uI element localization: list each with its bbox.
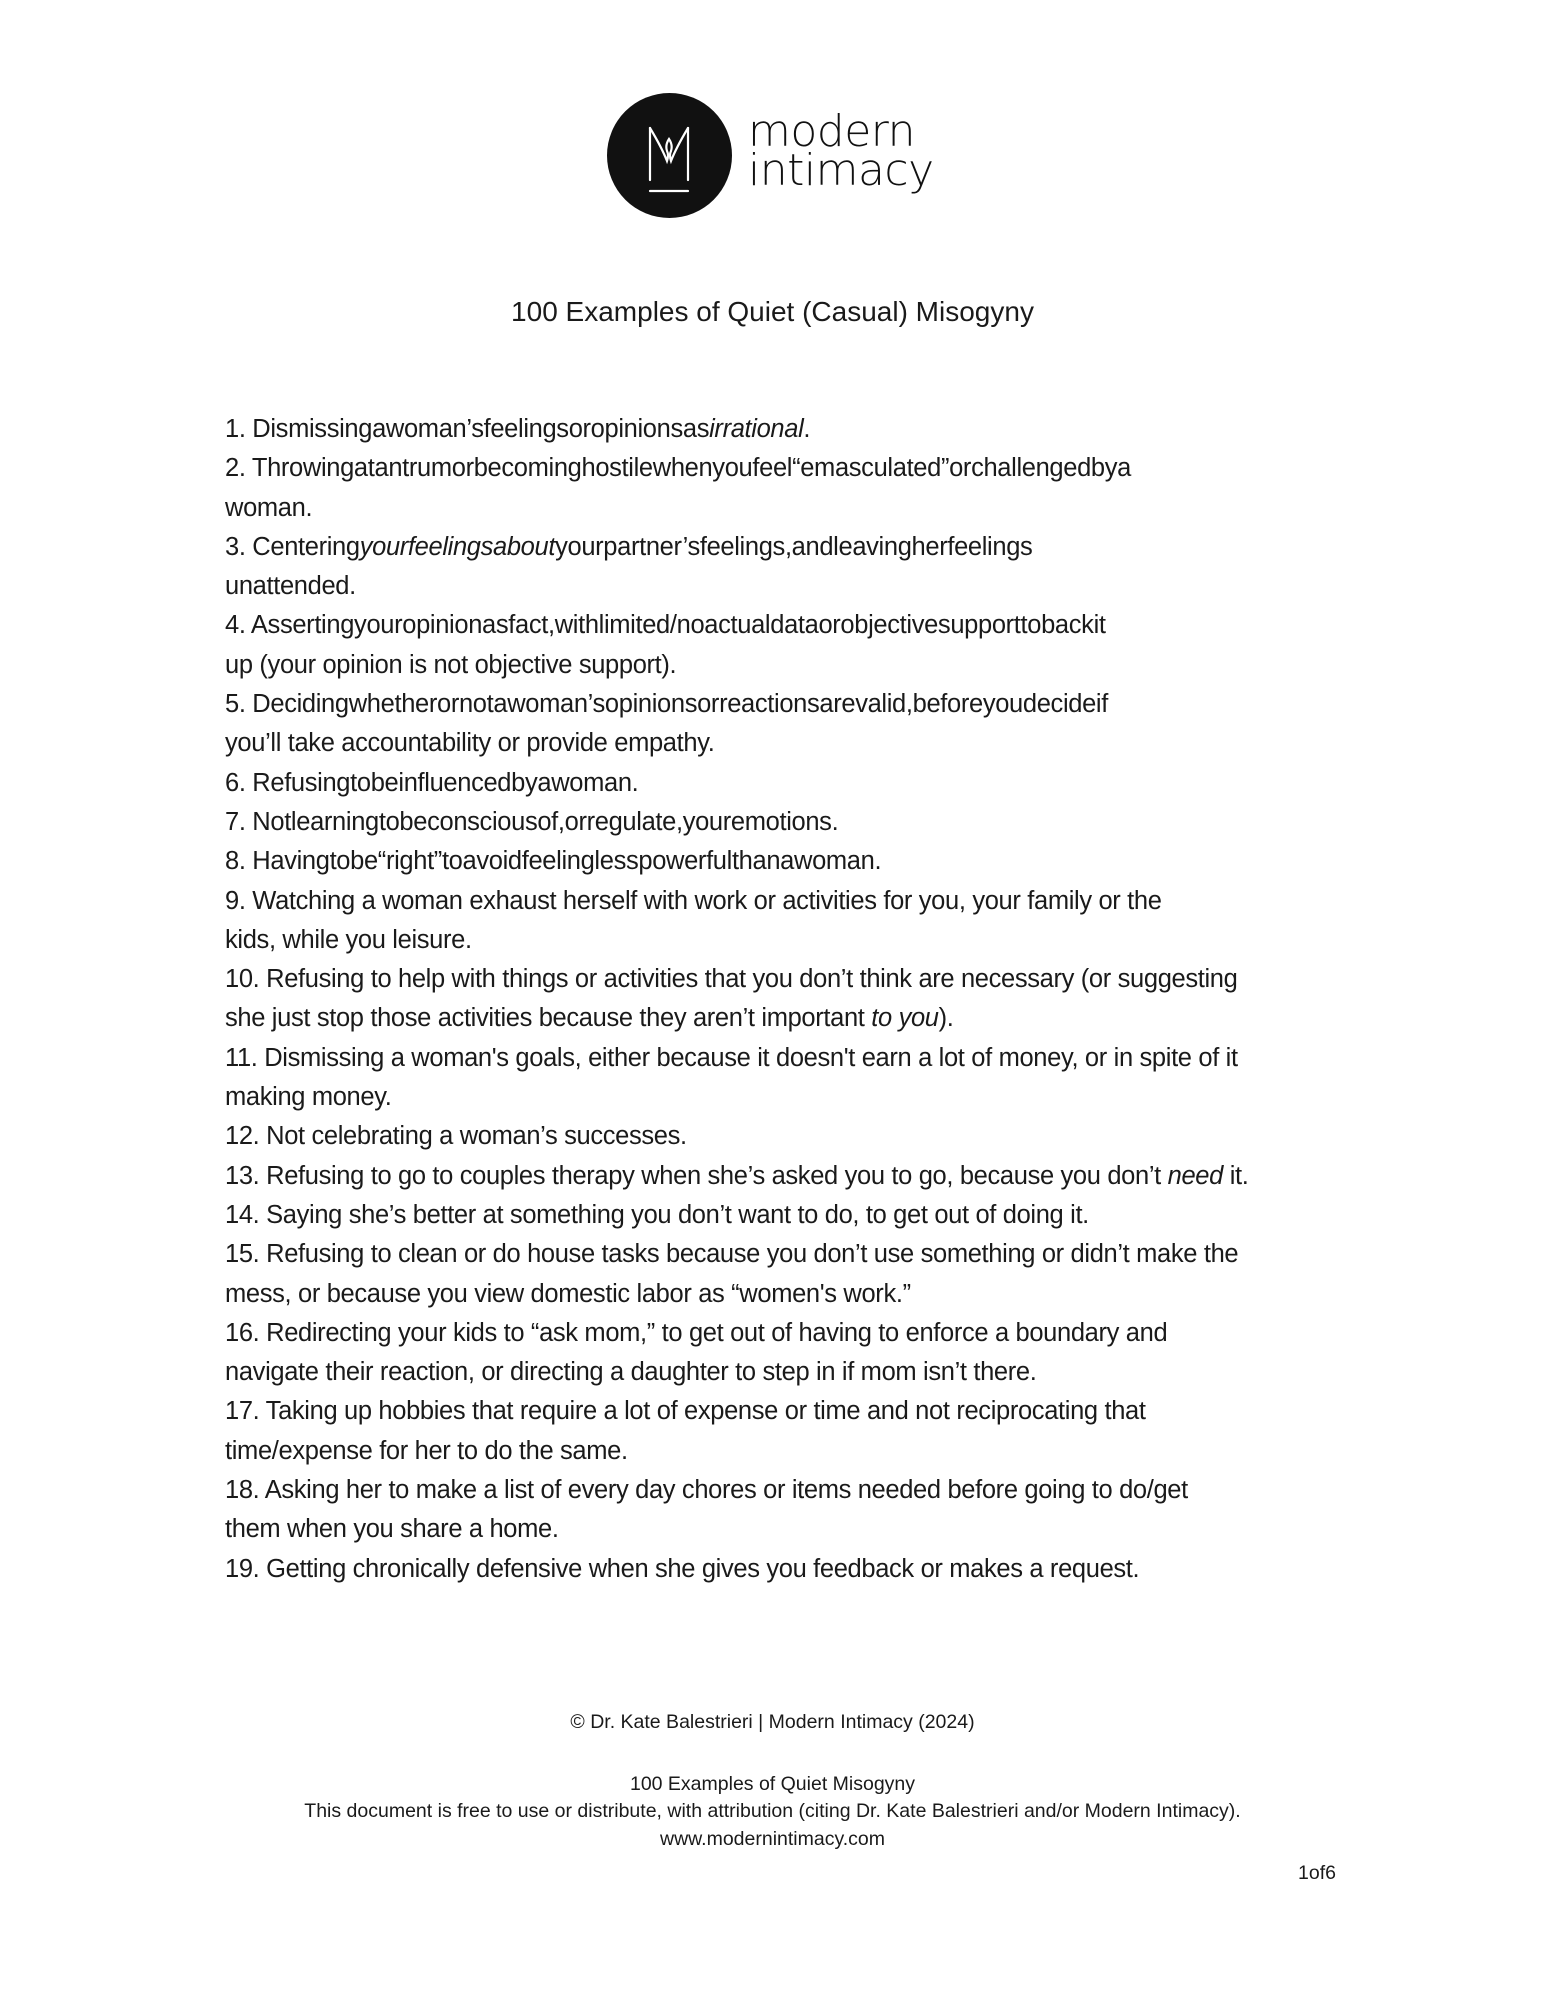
list-item xyxy=(225,1314,1248,1393)
item-text: unattended. xyxy=(225,572,356,601)
item-text: . xyxy=(803,415,811,443)
footer-doc-name: 100 Examples of Quiet Misogyny xyxy=(629,1773,916,1795)
list-item-line xyxy=(225,1039,1248,1078)
item-text: 3. Centering xyxy=(225,532,360,561)
list-item xyxy=(225,685,1248,764)
item-text: 6. Refusingtobeinfluencedbyawoman. xyxy=(225,768,639,797)
item-text: 12. Not celebrating a woman’s successes. xyxy=(225,1122,687,1151)
list-item-line xyxy=(225,882,1248,921)
page-number: 1of6 xyxy=(1298,1862,1336,1884)
item-text: it. xyxy=(1222,1161,1249,1190)
list-item-line xyxy=(225,606,1248,645)
list-item-line xyxy=(225,1275,1248,1314)
item-text: kids, while you leisure. xyxy=(225,925,472,954)
list-item-line xyxy=(225,528,1248,567)
list-item xyxy=(225,842,1248,881)
item-text: up (your opinion is not objective support). xyxy=(225,650,677,679)
page-title: 100 Examples of Quiet (Casual) Misogyny xyxy=(511,296,1034,327)
item-text: 17. Taking up hobbies that require a lot of expense or time and not reciprocating that xyxy=(225,1397,1146,1426)
list-item-line xyxy=(225,1353,1248,1392)
item-text: 4. Assertingyouropinionasfact,withlimited/noactualdataorobjectivesupporttobackit xyxy=(225,611,1106,640)
item-text: you’ll take accountability or provide empathy. xyxy=(225,729,715,758)
footer-license: This document is free to use or distribute, with attribution (citing Dr. Kate Balestrieri and/or Modern Intimacy). xyxy=(304,1800,1241,1822)
list-item xyxy=(225,1196,1248,1235)
brand-wordmark xyxy=(748,106,934,196)
list-item-line xyxy=(225,1510,1248,1549)
logo-mark xyxy=(607,93,732,218)
emphasis-text: irrational xyxy=(709,415,804,443)
list-item xyxy=(225,528,1248,607)
list-item xyxy=(225,1471,1248,1550)
item-text: 2. Throwingatantrumorbecominghostilewhenyoufeel“emasculated”orchallengedbya xyxy=(225,454,1131,483)
list-item-line xyxy=(225,410,1248,449)
list-item-line xyxy=(225,764,1248,803)
list-item-line xyxy=(225,489,1248,528)
emphasis-text: to you xyxy=(871,1004,939,1033)
list-item-line xyxy=(225,1078,1248,1117)
examples-list xyxy=(225,410,1248,1589)
list-item-line xyxy=(225,1392,1248,1431)
list-item-line xyxy=(225,685,1248,724)
item-text: 13. Refusing to go to couples therapy when she’s asked you to go, because you don’t xyxy=(225,1161,1168,1190)
item-text: 7. Notlearningtobeconsciousof,orregulate,youremotions. xyxy=(225,807,839,836)
item-text: woman. xyxy=(225,493,313,522)
item-text: 14. Saying she’s better at something you don’t want to do, to get out of doing it. xyxy=(225,1200,1089,1229)
footer-website: www.modernintimacy.com xyxy=(659,1828,886,1850)
list-item-line xyxy=(225,449,1248,488)
list-item-line xyxy=(225,1432,1248,1471)
list-item xyxy=(225,410,1248,449)
item-text: 10. Refusing to help with things or activities that you don’t think are necessary (or suggesting xyxy=(225,965,1238,994)
item-text: she just stop those activities because they aren’t important xyxy=(225,1004,872,1033)
list-item-line xyxy=(225,1550,1248,1589)
list-item xyxy=(225,764,1248,803)
item-text: 1. Dismissingawoman’sfeelingsoropinionsas xyxy=(225,415,710,443)
list-item-line xyxy=(225,1196,1248,1235)
item-text: 9. Watching a woman exhaust herself with work or activities for you, your family or the xyxy=(225,886,1162,915)
item-text: 18. Asking her to make a list of every day chores or items needed before going to do/get xyxy=(225,1476,1188,1505)
list-item xyxy=(225,1157,1248,1196)
item-text: 16. Redirecting your kids to “ask mom,” to get out of having to enforce a boundary and xyxy=(225,1318,1168,1347)
list-item-line xyxy=(225,1117,1248,1156)
list-item-line xyxy=(225,842,1248,881)
list-item xyxy=(225,1392,1248,1471)
item-text: yourpartner’sfeelings,andleavingherfeelings xyxy=(555,532,1033,561)
item-text: time/expense for her to do the same. xyxy=(225,1436,628,1465)
list-item xyxy=(225,1550,1248,1589)
item-text: 11. Dismissing a woman's goals, either because it doesn't earn a lot of money, or in spite of it xyxy=(225,1043,1238,1072)
list-item xyxy=(225,1117,1248,1156)
item-text: mess, or because you view domestic labor as “women's work.” xyxy=(225,1279,911,1308)
list-item-line xyxy=(225,1471,1248,1510)
list-item-line xyxy=(225,999,1248,1038)
item-text: navigate their reaction, or directing a daughter to step in if mom isn’t there. xyxy=(225,1358,1037,1387)
list-item-line xyxy=(225,803,1248,842)
list-item-line xyxy=(225,646,1248,685)
item-text: 19. Getting chronically defensive when she gives you feedback or makes a request. xyxy=(225,1554,1140,1583)
item-text: them when you share a home. xyxy=(225,1515,559,1544)
brand-line-2: intimacy xyxy=(748,145,934,196)
item-text: 15. Refusing to clean or do house tasks because you don’t use something or didn’t make the xyxy=(225,1240,1239,1269)
emphasis-text: yourfeelingsabout xyxy=(359,532,556,561)
list-item xyxy=(225,1235,1248,1314)
list-item-line xyxy=(225,724,1248,763)
brand-line-1: modern xyxy=(748,106,915,157)
item-text: 5. Decidingwhetherornotawoman’sopinionsorreactionsarevalid,beforeyoudecideif xyxy=(225,690,1108,719)
list-item xyxy=(225,606,1248,685)
item-text: making money. xyxy=(225,1083,392,1112)
emphasis-text: need xyxy=(1167,1161,1223,1190)
list-item xyxy=(225,449,1248,528)
list-item xyxy=(225,960,1248,1039)
list-item xyxy=(225,1039,1248,1118)
list-item-line xyxy=(225,1157,1248,1196)
list-item xyxy=(225,803,1248,842)
item-text: 8. Havingtobe“right”toavoidfeelinglesspowerfulthanawoman. xyxy=(225,847,882,876)
list-item-line xyxy=(225,1314,1248,1353)
logo-m-icon xyxy=(607,93,732,218)
list-item-line xyxy=(225,567,1248,606)
list-item-line xyxy=(225,1235,1248,1274)
list-item-line xyxy=(225,960,1248,999)
footer-copyright: © Dr. Kate Balestrieri | Modern Intimacy (2024) xyxy=(570,1711,975,1733)
list-item-line xyxy=(225,921,1248,960)
list-item xyxy=(225,882,1248,961)
item-text: ). xyxy=(938,1004,954,1033)
